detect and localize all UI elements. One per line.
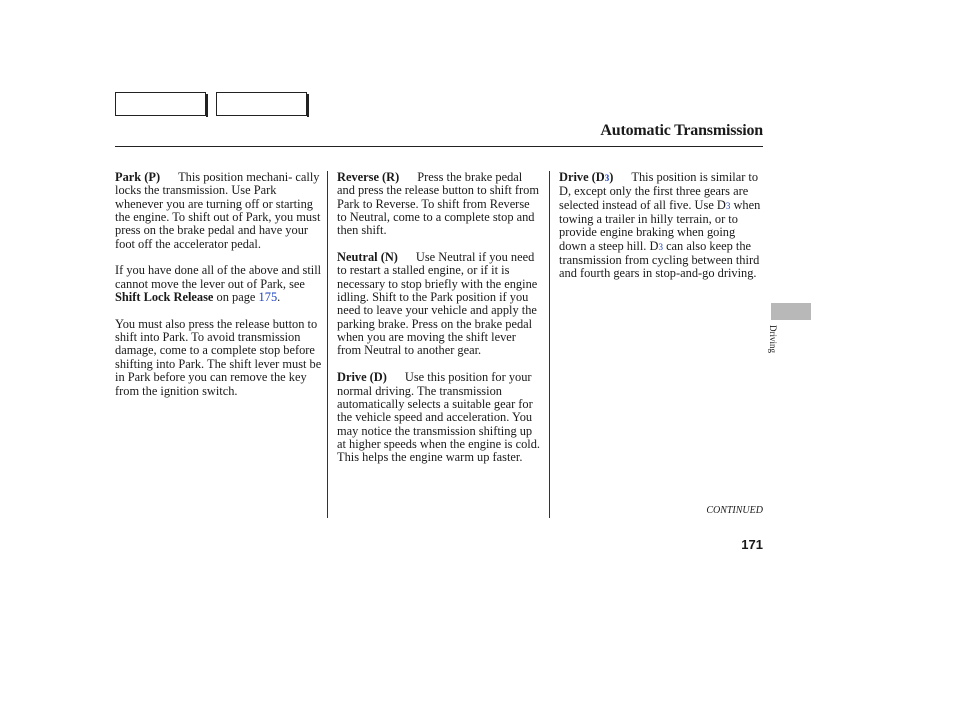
text-neutral: Use Neutral if you need to restart a stalled engine, or if it is necessary to stop briefly with the engine idling. Shift to the Park position if you need to leave your vehicle and apply the parking brake. Press on the brake pedal when you are moving the shift lever from Neutral to another gear. bbox=[337, 250, 538, 358]
term-reverse: Reverse (R) bbox=[337, 170, 400, 184]
text-d3-2: when towing a trailer in hilly terrain, or to provide engine braking when going down a steep hill. D bbox=[559, 197, 761, 253]
paragraph-park bbox=[115, 171, 323, 251]
continued-label: CONTINUED bbox=[706, 505, 763, 516]
term-drive-d3-b: ) bbox=[609, 170, 614, 184]
title-rule bbox=[115, 146, 763, 147]
paragraph-drive bbox=[337, 371, 542, 464]
column-2 bbox=[337, 171, 542, 478]
text-shift-lock-c: . bbox=[277, 290, 281, 305]
column-3 bbox=[559, 171, 764, 294]
column-divider-2 bbox=[549, 171, 550, 518]
section-tab-marker[interactable] bbox=[771, 303, 811, 320]
term-drive: Drive (D) bbox=[337, 370, 387, 385]
text-shift-lock-a: If you have done all of the above and still cannot move the lever out of Park, see bbox=[115, 263, 322, 291]
paragraph-neutral bbox=[337, 251, 542, 358]
term-park: Park (P) bbox=[115, 170, 161, 184]
column-divider-1 bbox=[327, 171, 328, 518]
term-drive-d3-a: Drive (D bbox=[559, 170, 605, 184]
text-d3-1: This position is similar to D, except only the first three gears are selected instead of all five. Use D bbox=[559, 170, 759, 212]
page-link-175[interactable]: 175 bbox=[258, 290, 278, 305]
paragraph-drive-d3 bbox=[559, 171, 764, 281]
text-drive: Use this position for your normal driving. The transmission automatically selects a suitable gear for the vehicle speed and acceleration. You may notice the transmission shifting up at higher speeds when the engine is cold. This helps the engine warm up faster. bbox=[337, 370, 541, 465]
text-shift-lock-b: on page bbox=[216, 290, 256, 305]
text-d3-3: can also keep the transmission from cycling between third and fourth gears in stop-and-go driving. bbox=[559, 238, 760, 281]
paragraph-release-button: You must also press the release button to shift into Park. To avoid transmission damage, come to a complete stop before shifting into Park. The shift lever must be in Park before you can remove the key from the ignition switch. bbox=[115, 316, 322, 398]
term-drive-d3 bbox=[559, 170, 613, 184]
text-d3-sub-2: 3 bbox=[658, 241, 663, 252]
term-neutral: Neutral (N) bbox=[337, 250, 398, 265]
text-reverse: Press the brake pedal and press the release button to shift from Park to Reverse. To shift from Reverse to Neutral, come to a complete stop and then shift. bbox=[337, 170, 539, 238]
term-shift-lock-release: Shift Lock Release bbox=[115, 290, 214, 305]
text-d3-sub-1: 3 bbox=[725, 200, 731, 211]
paragraph-shift-lock bbox=[115, 264, 323, 304]
column-1 bbox=[115, 171, 323, 411]
section-label: Driving bbox=[768, 325, 778, 353]
page-title: Automatic Transmission bbox=[600, 122, 763, 139]
nav-index-button[interactable] bbox=[216, 92, 307, 116]
paragraph-reverse bbox=[337, 171, 542, 238]
page-number: 171 bbox=[741, 537, 763, 552]
text-park: This position mechani- cally locks the transmission. Use Park whenever you are turning off or starting the engine. To shift out of Park, you must press on the brake pedal and have your foot off the accelerator pedal. bbox=[115, 170, 321, 251]
nav-main-menu-button[interactable] bbox=[115, 92, 206, 116]
term-drive-d3-sub: 3 bbox=[604, 173, 610, 183]
